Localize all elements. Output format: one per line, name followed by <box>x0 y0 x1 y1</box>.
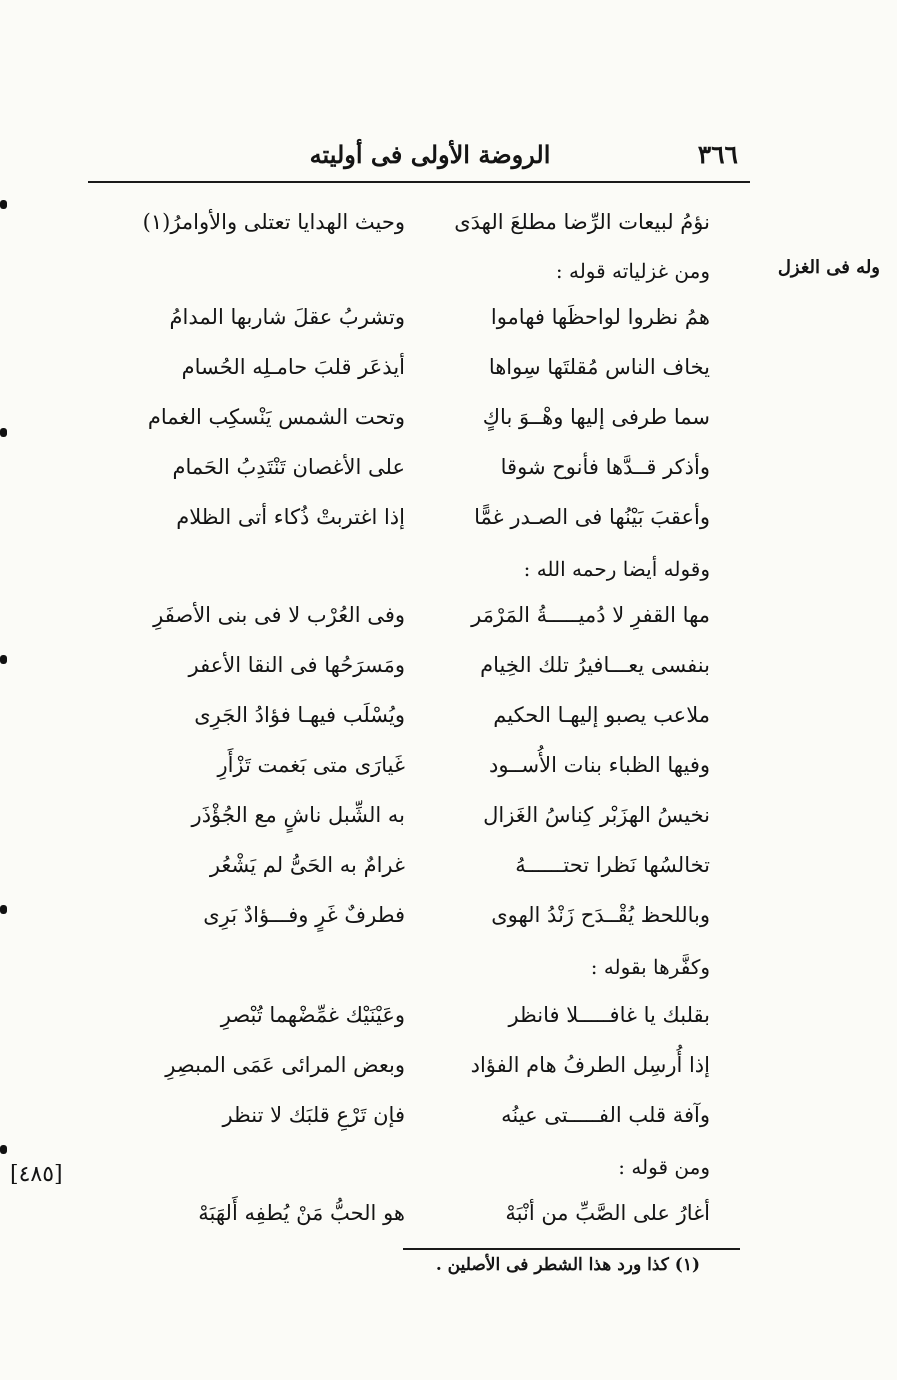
intro-line: وقوله أيضا رحمه الله : <box>523 557 710 581</box>
verse-first-hemistich: تخالسُها نَظرا تحتــــــهُ <box>515 853 710 877</box>
intro-line: ومن قوله : <box>618 1155 710 1179</box>
verse-second-hemistich: وعَيْنَيْك غمِّضْهما تُبْصرِ <box>220 1003 405 1027</box>
footnote-rule <box>403 1248 740 1250</box>
verse-first-hemistich: بقلبك يا غافـــــلا فانظر <box>508 1003 710 1027</box>
verse-second-hemistich: إذا اغتربتْ ذُكاء أتى الظلام <box>176 505 405 529</box>
verse-second-hemistich: وتحت الشمس يَنْسكِب الغمام <box>147 405 405 429</box>
intro-line: ومن غزلياته قوله : <box>555 259 710 283</box>
verse-second-hemistich: ومَسرَحُها فى النقا الأعفر <box>188 653 405 677</box>
verse-first-hemistich: نخيسُ الهزَبْر كِناسُ الغَزال <box>483 803 710 827</box>
verse-first-hemistich: سما طرفى إليها وهْــوَ باكٍ <box>482 405 710 429</box>
scan-speck <box>0 428 7 437</box>
verse-second-hemistich: وبعض المرائى عَمَى المبصِرِ <box>165 1053 405 1077</box>
verse-first-hemistich: أغارُ على الصَّبِّ من أنْبَهْ <box>505 1201 710 1225</box>
scan-speck <box>0 905 7 914</box>
page-number: ٣٦٦ <box>697 140 738 169</box>
verse-second-hemistich: أيذعَر قلبَ حامـلِه الحُسام <box>181 355 405 379</box>
verse-first-hemistich: وأذكر قــدَّها فأنوح شوقا <box>500 455 710 479</box>
running-title: الروضة الأولى فى أوليته <box>309 140 551 169</box>
header-rule <box>88 181 750 183</box>
verse-second-hemistich: وحيث الهدايا تعتلى والأوامرُ(١) <box>142 210 405 234</box>
verse-first-hemistich: وباللحظ يُقْــدَح زَنْدُ الهوى <box>491 903 710 927</box>
verse-second-hemistich: فطرفٌ غَرٍ وفـــؤادٌ بَرِى <box>203 903 405 927</box>
verse-second-hemistich: غَيارَى متى بَغمت تَزْأَرِ <box>217 753 405 777</box>
verse-first-hemistich: مها القفرِ لا دُميـــــةُ المَرْمَر <box>471 603 710 627</box>
verse-second-hemistich: وتشربُ عقلَ شاربها المدامُ <box>169 305 405 329</box>
verse-second-hemistich: غرامٌ به الحَىُّ لم يَشْعُر <box>209 853 405 877</box>
verse-first-hemistich: بنفسى يعـــافيرُ تلك الخِيام <box>480 653 710 677</box>
verse-first-hemistich: وأعقبَ بَيْنُها فى الصـدر غمًّا <box>474 505 710 529</box>
verse-first-hemistich: يخاف الناس مُقلتَها سِواها <box>488 355 710 379</box>
verse-first-hemistich: إذا أُرسِل الطرفُ هام الفؤاد <box>470 1053 710 1077</box>
verse-second-hemistich: ويُسْلَب فيهـا فؤادُ الجَرِى <box>194 703 405 727</box>
verse-second-hemistich: على الأغصان تَنْتَدِبُ الحَمام <box>172 455 405 479</box>
scan-speck <box>0 1145 7 1154</box>
margin-note: وله فى الغزل <box>777 257 880 278</box>
scan-speck <box>0 655 7 664</box>
signature-mark: [٤٨٥] <box>10 1162 63 1187</box>
intro-line: وكفَّرها بقوله : <box>590 955 710 979</box>
verse-first-hemistich: وآفة قلب الفـــــتى عينُه <box>501 1103 710 1127</box>
verse-second-hemistich: فإن تَرْعِ قلبَك لا تنظر <box>222 1103 405 1127</box>
footnote: (١) كذا ورد هذا الشطر فى الأصلين . <box>435 1255 700 1275</box>
verse-first-hemistich: وفيها الظباء بنات الأُســود <box>489 753 710 777</box>
verse-first-hemistich: ملاعب يصبو إليهـا الحكيم <box>493 703 710 727</box>
scan-speck <box>0 200 7 209</box>
verse-first-hemistich: نؤمُ لبيعات الرِّضا مطلعَ الهدَى <box>454 210 710 234</box>
verse-first-hemistich: همُ نظروا لواحظَها فهاموا <box>490 305 710 329</box>
verse-second-hemistich: به الشِّبل ناشٍ مع الجُؤْذَر <box>191 803 405 827</box>
verse-second-hemistich: هو الحبُّ مَنْ يُطفِه أَلهَبَهْ <box>198 1201 405 1225</box>
verse-second-hemistich: وفى العُرْب لا فى بنى الأصفَرِ <box>153 603 405 627</box>
